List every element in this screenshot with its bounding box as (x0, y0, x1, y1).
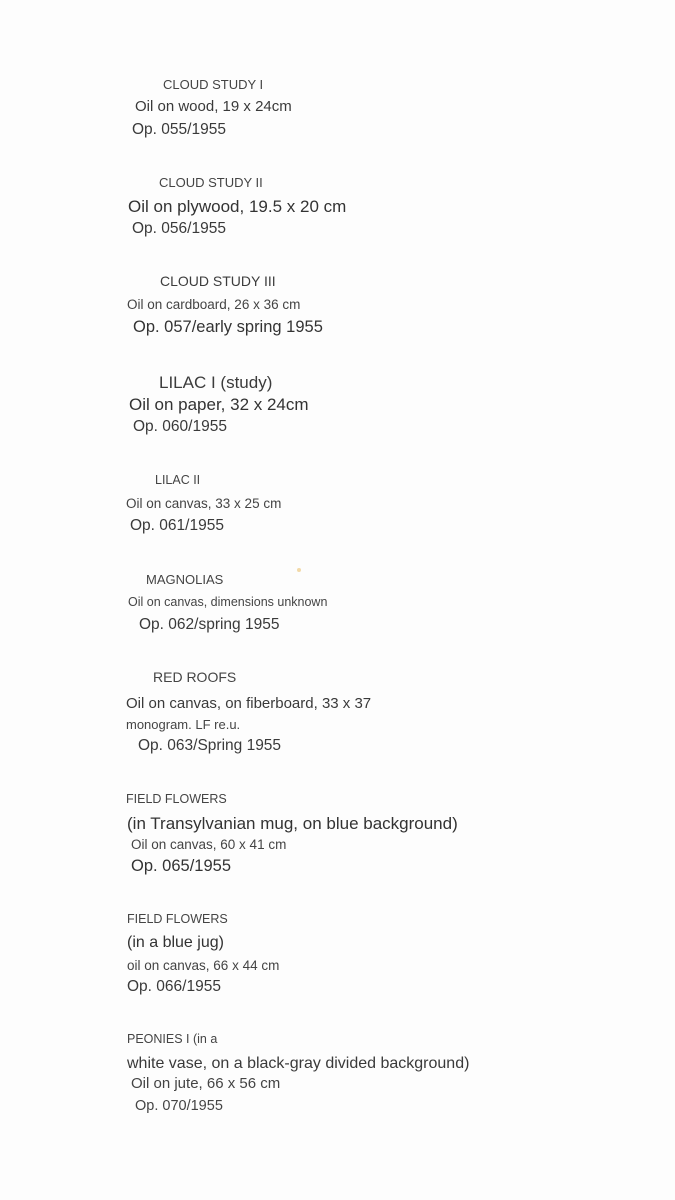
entry-subtitle: (in a blue jug) (127, 934, 224, 951)
entry-title: RED ROOFS (153, 669, 237, 685)
entry-title: CLOUD STUDY I (163, 77, 264, 92)
entry-opus: Op. 056/1955 (132, 220, 226, 237)
entry-title: FIELD FLOWERS (126, 792, 227, 806)
entry-title: CLOUD STUDY III (160, 273, 276, 289)
entry-title: FIELD FLOWERS (127, 912, 228, 926)
entry-subtitle: white vase, on a black-gray divided background) (127, 1055, 470, 1072)
entry-note: monogram. LF re.u. (126, 717, 241, 732)
entry-opus: Op. 070/1955 (135, 1098, 223, 1114)
entry-opus: Op. 060/1955 (133, 418, 227, 435)
entry-medium: Oil on canvas, 60 x 41 cm (131, 837, 287, 852)
scan-speck (297, 568, 301, 572)
entry-opus: Op. 061/1955 (130, 517, 224, 534)
entry-opus: Op. 063/Spring 1955 (138, 737, 282, 754)
entry-opus: Op. 055/1955 (132, 121, 226, 138)
entry-title: MAGNOLIAS (146, 572, 224, 587)
entry-medium: Oil on canvas, 33 x 25 cm (126, 496, 282, 511)
entry-opus: Op. 066/1955 (127, 978, 221, 995)
entry-medium: Oil on jute, 66 x 56 cm (131, 1075, 281, 1092)
entry-opus: Op. 057/early spring 1955 (133, 318, 323, 336)
entry-opus: Op. 065/1955 (131, 857, 231, 875)
entry-title: PEONIES I (in a (127, 1032, 218, 1046)
entry-medium: oil on canvas, 66 x 44 cm (127, 958, 280, 973)
entry-medium: Oil on paper, 32 x 24cm (129, 395, 309, 414)
entry-title: LILAC II (155, 473, 201, 487)
entry-title: LILAC I (study) (159, 373, 273, 392)
entry-medium: Oil on wood, 19 x 24cm (135, 98, 292, 115)
entry-medium: Oil on plywood, 19.5 x 20 cm (128, 197, 347, 216)
entry-medium: Oil on canvas, on fiberboard, 33 x 37 (126, 695, 372, 712)
entry-subtitle: (in Transylvanian mug, on blue background) (127, 814, 458, 833)
entry-medium: Oil on cardboard, 26 x 36 cm (127, 297, 301, 312)
entry-title: CLOUD STUDY II (159, 175, 263, 190)
entry-medium: Oil on canvas, dimensions unknown (128, 595, 328, 609)
entry-opus: Op. 062/spring 1955 (139, 616, 280, 633)
